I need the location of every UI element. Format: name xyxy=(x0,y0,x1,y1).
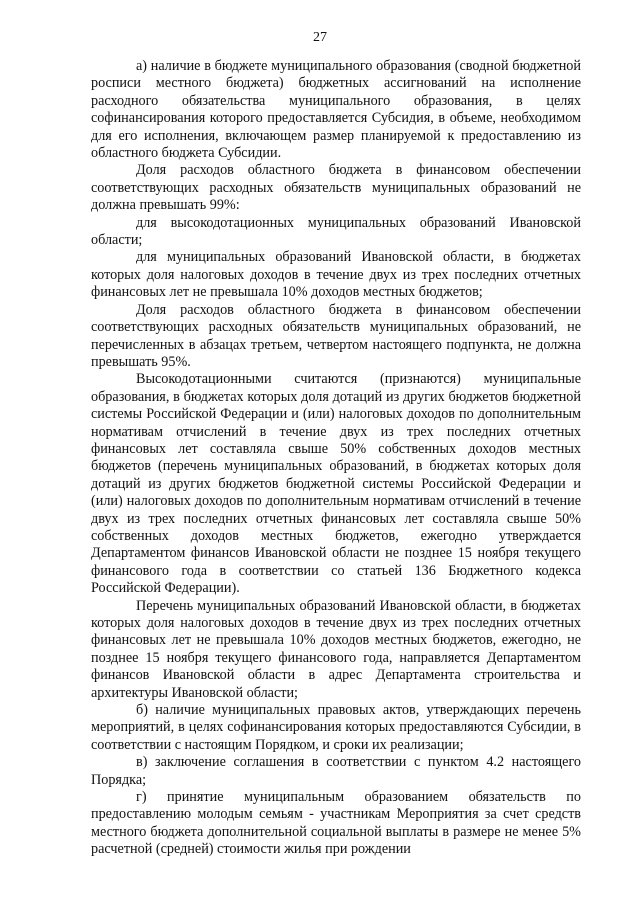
document-body xyxy=(91,58,581,859)
paragraph-list-of-municipalities: Перечень муниципальных образований Ивановской области, в бюджетах которых доля налоговых доходов в течение двух из трех последних отчетных финансовых лет не превышала 10% доходов местных бюджетов, ежегодно, не позднее 15 ноября текущего финансового года, направляется Департаментом финансов Ивановской области в адрес Департамента строительства и архитектуры Ивановской области; xyxy=(91,597,581,701)
paragraph-condition-v: в) заключение соглашения в соответствии с пунктом 4.2 настоящего Порядка; xyxy=(91,754,581,788)
paragraph-tax-share: для муниципальных образований Ивановской области, в бюджетах которых доля налоговых доходов в течение двух из трех последних отчетных финансовых лет не превышала 10% доходов местных бюджетов; xyxy=(91,249,581,301)
paragraph-share-99: Доля расходов областного бюджета в финансовом обеспечении соответствующих расходных обязательств муниципальных образований не должна превышать 99%: xyxy=(91,162,581,214)
paragraph-high-subsidy: для высокодотационных муниципальных образований Ивановской области; xyxy=(91,214,581,249)
paragraph-condition-b: б) наличие муниципальных правовых актов, утверждающих перечень мероприятий, в целях софинансирования которых предоставляются Субсидии, в соответствии с настоящим Порядком, и сроки их реализации; xyxy=(91,702,581,753)
paragraph-condition-g: г) принятие муниципальным образованием обязательств по предоставлению молодым семьям - участникам Мероприятия за счет средств местного бюджета дополнительной социальной выплаты в размере не менее 5% расчетной (средней) стоимости жилья при рождении xyxy=(91,789,581,858)
paragraph-high-subsidy-definition: Высокодотационными считаются (признаются) муниципальные образования, в бюджетах которых доля дотаций из других бюджетов бюджетной системы Российской Федерации и (или) налоговых доходов по дополнительным нормативам отчислений в течение двух из трех последних отчетных финансовых лет составляла свыше 50% собственных доходов местных бюджетов (перечень муниципальных образований, в бюджетах которых доля дотаций из других бюджетов бюджетной системы Российской Федерации и (или) налоговых доходов по дополнительным нормативам отчислений в течение двух из трех последних отчетных финансовых лет составляла свыше 50% собственных доходов местных бюджетов, ежегодно утверждается Департаментом финансов Ивановской области не позднее 15 ноября текущего финансового года в соответствии со статьей 136 Бюджетного кодекса Российской Федерации). xyxy=(91,371,581,597)
paragraph-share-95: Доля расходов областного бюджета в финансовом обеспечении соответствующих расходных обязательств муниципальных образований, не перечисленных в абзацах третьем, четвертом настоящего подпункта, не должна превышать 95%. xyxy=(91,301,581,370)
page-number: 27 xyxy=(313,30,327,45)
paragraph-condition-a: а) наличие в бюджете муниципального образования (сводной бюджетной росписи местного бюджета) бюджетных ассигнований на исполнение расходного обязательства муниципального образования, в целях софинансирования которого предоставляется Субсидия, в объеме, необходимом для его исполнения, включающем размер планируемой к предоставлению из областного бюджета Субсидии. xyxy=(91,58,581,162)
